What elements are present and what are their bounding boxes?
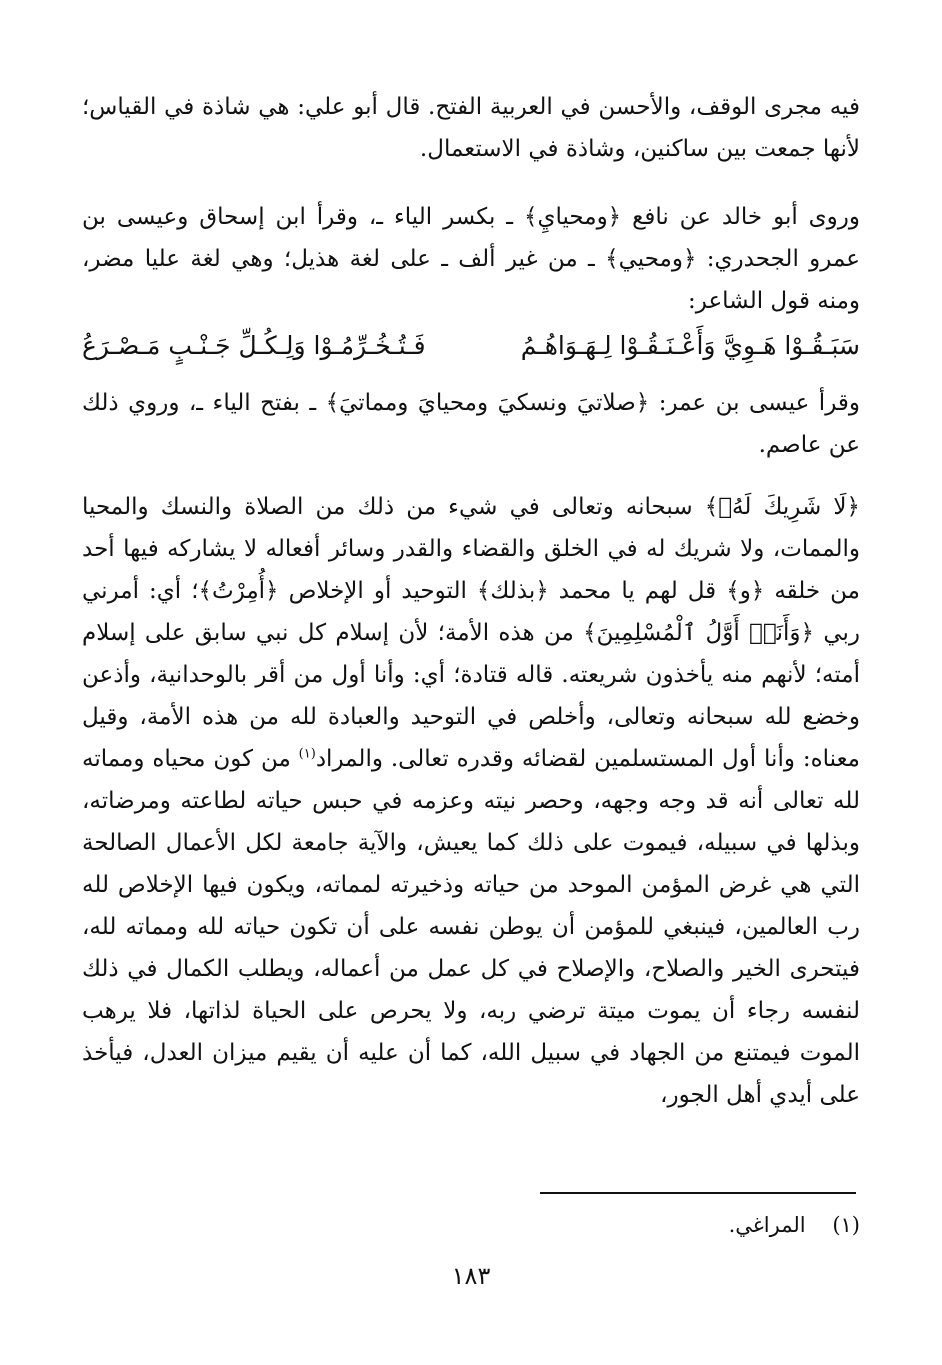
paragraph-3 — [82, 382, 860, 466]
paragraph-2 — [82, 196, 860, 322]
poetry-verse — [82, 324, 860, 374]
footnote-reference: (١) — [298, 746, 316, 762]
footnote — [729, 1208, 860, 1242]
footnote-marker: (١) — [832, 1213, 860, 1237]
paragraph-2-text: وروى أبو خالد عن نافع ﴿ومحيايِ﴾ ـ بكسر الياء ـ، وقرأ ابن إسحاق وعيسى بن عمرو الجحدري: ﴿ومحيي﴾ ـ من غير ألف ـ على لغة هذيل؛ وهي لغة عليا مضر، ومنه قول الشاعر: — [82, 204, 860, 314]
paragraph-4 — [82, 486, 860, 1116]
verse-second-hemistich: فَـتُـخُـرِّمُـوْا وَلِـكُـلِّ جَـنْـبٍ مَـصْـرَعُ — [82, 331, 426, 360]
footnote-text: المراغي. — [728, 1213, 806, 1237]
paragraph-4-text — [82, 486, 860, 1116]
paragraph-1-text: فيه مجرى الوقف، والأحسن في العربية الفتح. قال أبو علي: هي شاذة في القياس؛ لأنها جمعت بين ساكنين، وشاذة في الاستعمال. — [82, 94, 860, 162]
paragraph-1 — [82, 86, 860, 170]
paragraph-5-start: والمراد — [315, 746, 383, 772]
verse-first-hemistich: سَبَـقُـوْا هَـوِيَّ وَأَعْـنَـقُـوْا لِـهَـوَاهُـمُ — [520, 331, 860, 360]
page-number: ١٨٣ — [451, 1262, 491, 1290]
paragraph-3-text: وقرأ عيسى بن عمر: ﴿صلاتيَ ونسكيَ ومحيايَ ومماتيَ﴾ ـ بفتح الياء ـ، وروي ذلك عن عاصم. — [82, 390, 860, 458]
footnote-divider — [540, 1192, 856, 1194]
paragraph-5-body: من كون محياه ومماته لله تعالى أنه قد وجه وجهه، وحصر نيته وعزمه في حبس حياته لطاعته ومرضاته، وبذلها في سبيله، فيموت على ذلك كما يعيش، والآية جامعة لكل الأعمال الصالحة التي هي غرض المؤمن الموحد من حياته وذخيرته لمماته، ويكون فيها الإخلاص لله رب العالمين، فينبغي للمؤمن أن يوطن نفسه على أن تكون حياته لله ومماته لله، فيتحرى الخير والصلاح، والإصلاح في كل عمل من أعماله، ويطلب الكمال في ذلك لنفسه رجاء أن يموت ميتة ترضي ربه، ولا يحرص على الحياة لذاتها، فلا يرهب الموت فيمتنع من الجهاد في سبيل الله، كما أن عليه أن يقيم ميزان العدل، فيأخذ على أيدي أهل الجور، — [82, 746, 860, 1108]
paragraph-4-body: ﴿لَا شَرِيكَ لَهُۥ﴾ سبحانه وتعالى في شيء من ذلك من الصلاة والنسك والمحيا والممات، ولا شريك له في الخلق والقضاء والقدر وسائر أفعاله لا يشاركه فيها أحد من خلقه ﴿و﴾ قل لهم يا محمد ﴿بذلك﴾ التوحيد أو الإخلاص ﴿أُمِرْتُ﴾؛ أي: أمرني ربي ﴿وَأَنَا۠ أَوَّلُ ٱلْمُسْلِمِينَ﴾ من هذه الأمة؛ لأن إسلام كل نبي سابق على إسلام أمته؛ لأنهم منه يأخذون شريعته. قاله قتادة؛ أي: وأنا أول من أقر بالوحدانية، وأذعن وخضع لله سبحانه وتعالى، وأخلص في التوحيد والعبادة لله من هذه الأمة، وقيل معناه: وأنا أول المستسلمين لقضائه وقدره تعالى. — [82, 494, 860, 772]
